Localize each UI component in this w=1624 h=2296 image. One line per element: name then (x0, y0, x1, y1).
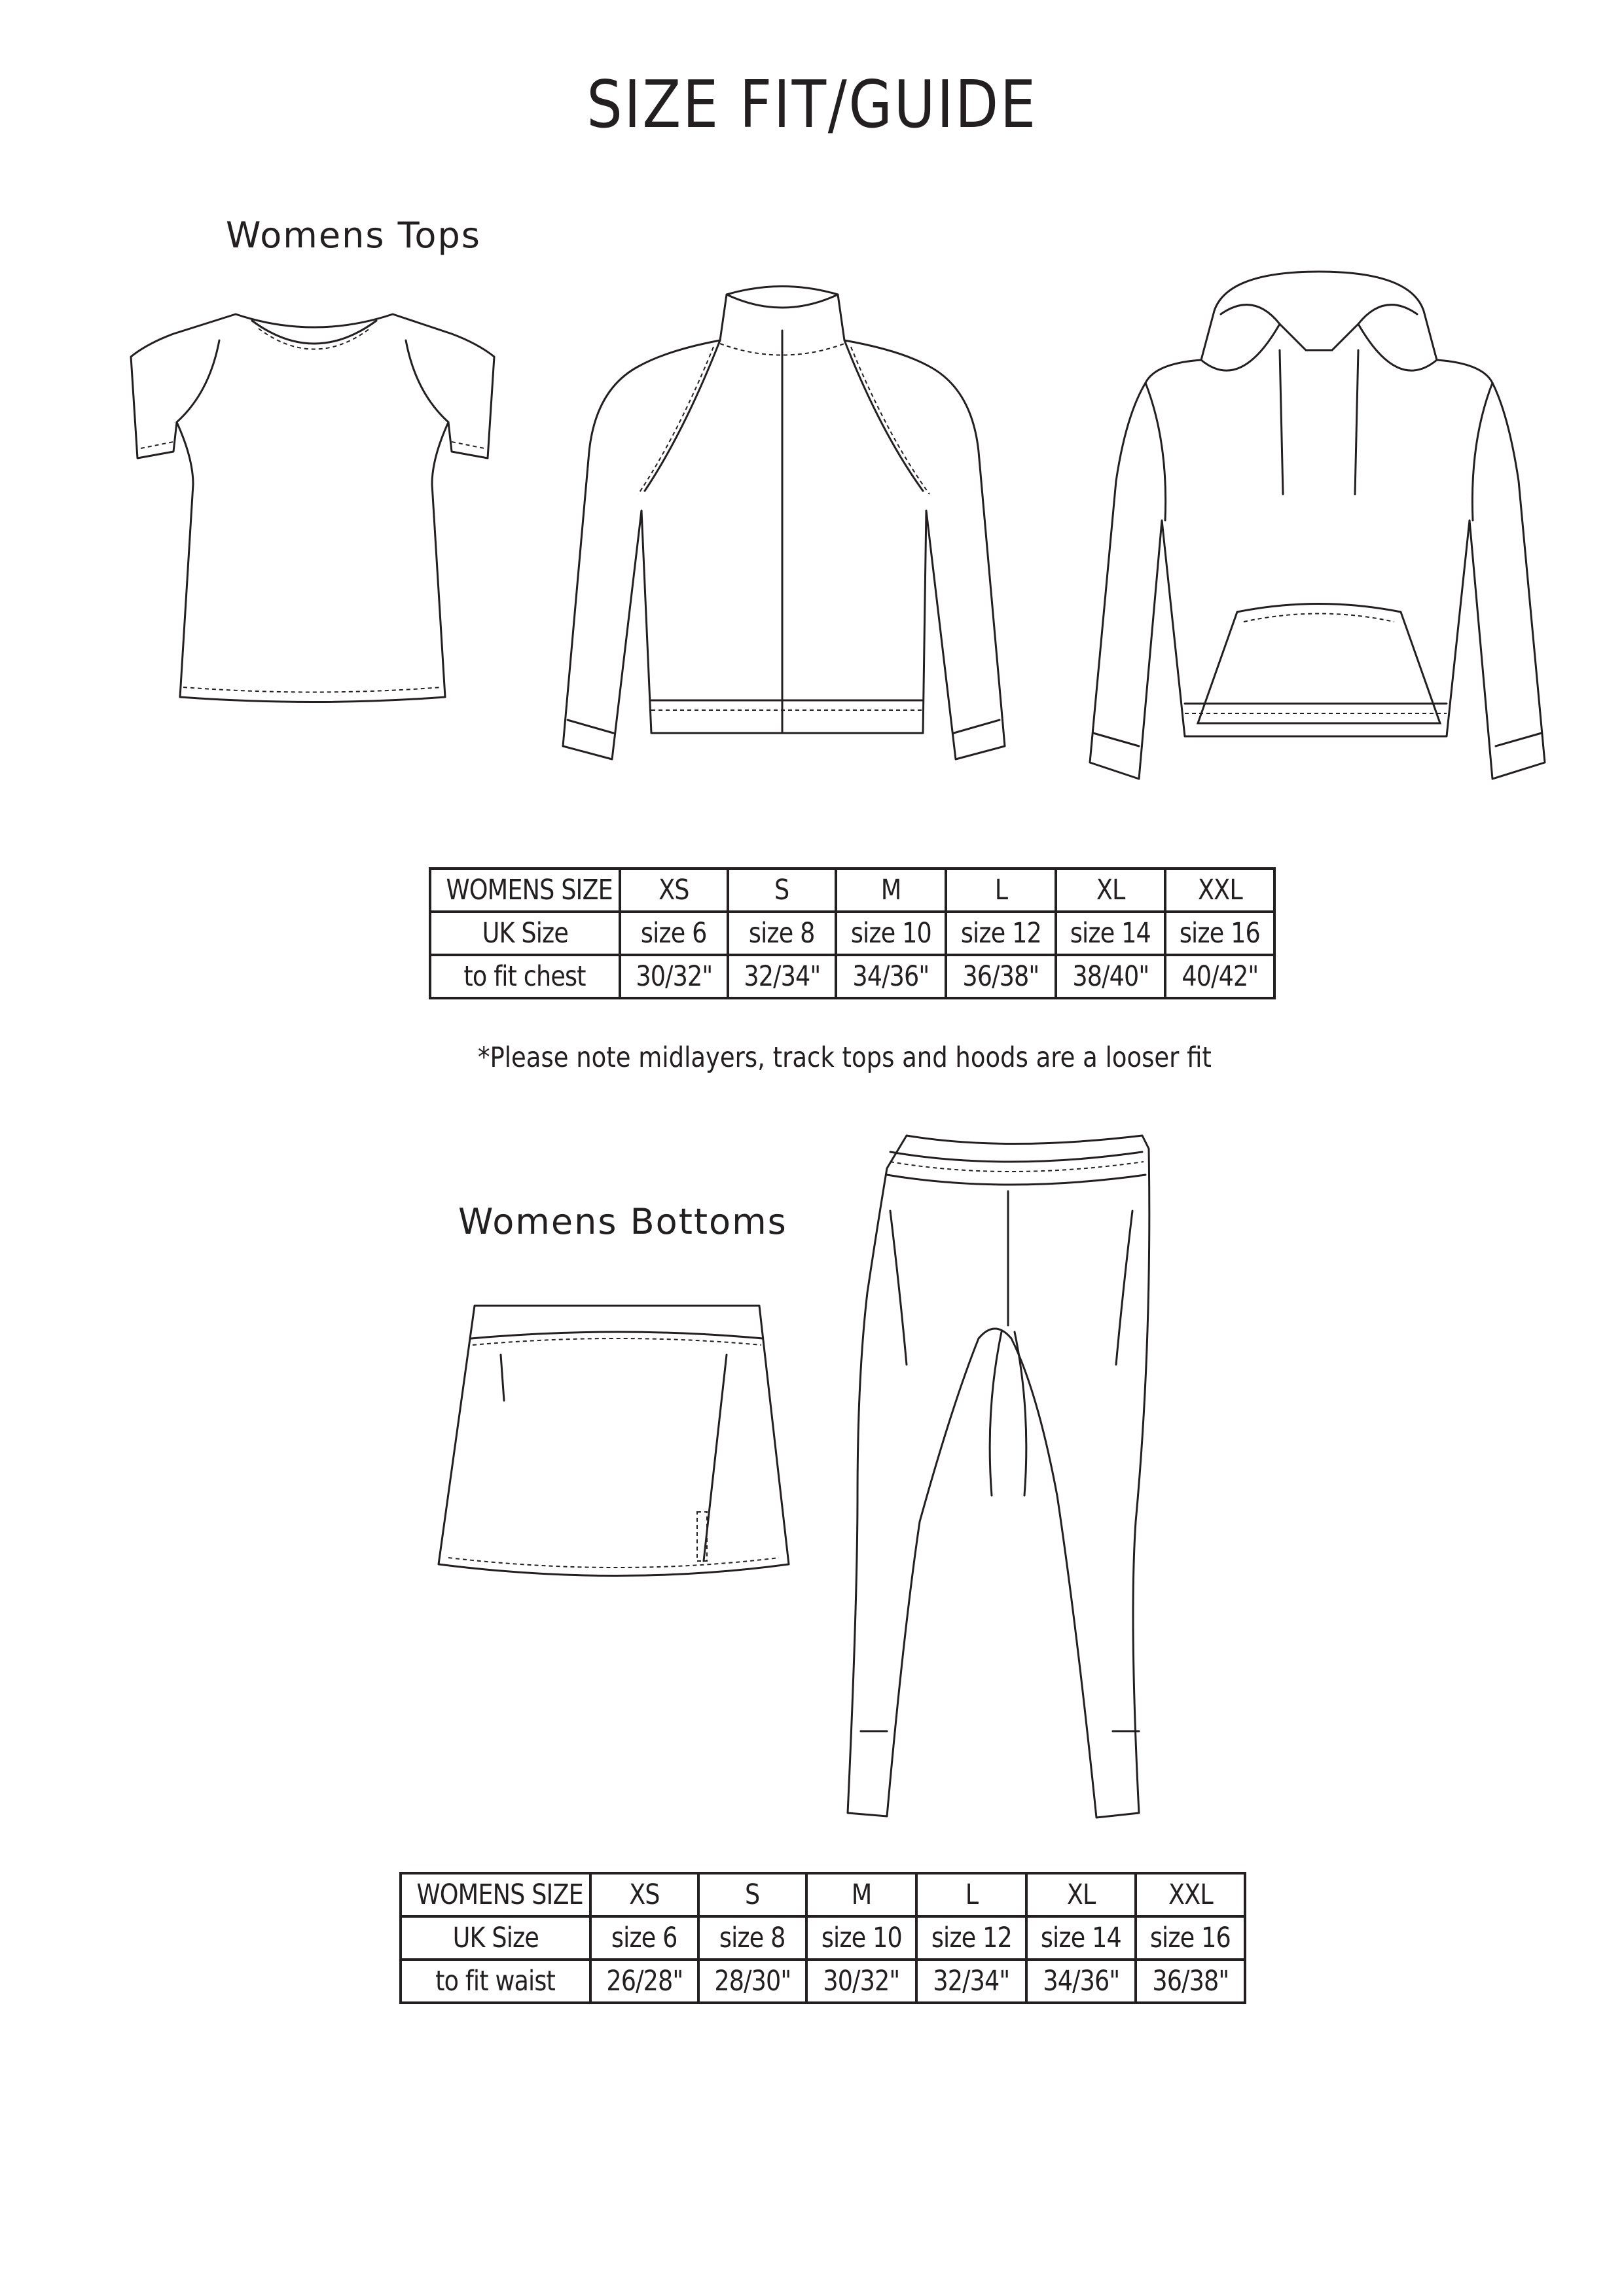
table-cell: to fit chest (430, 955, 620, 998)
header-cell: XXL (1165, 869, 1274, 912)
fit-note: *Please note midlayers, track tops and hoods are a looser fit (477, 1041, 1212, 1074)
tops-chest-row (430, 955, 1274, 998)
header-cell: S (698, 1873, 806, 1916)
table-cell: UK Size (430, 912, 620, 955)
bottoms-uk-size-row (401, 1916, 1245, 1960)
header-cell: XS (590, 1873, 698, 1916)
header-cell: S (728, 869, 836, 912)
leggings-illustration (841, 1129, 1162, 1833)
table-cell: to fit waist (401, 1960, 590, 2003)
table-cell: 26/28" (590, 1960, 698, 2003)
header-cell: L (946, 869, 1056, 912)
skirt-illustration (435, 1299, 802, 1600)
tops-uk-size-row (430, 912, 1274, 955)
header-cell: WOMENS SIZE (401, 1873, 590, 1916)
tshirt-illustration (124, 308, 504, 713)
header-cell: XL (1056, 869, 1165, 912)
table-cell: 30/32" (806, 1960, 916, 2003)
tops-header-row (430, 869, 1274, 912)
table-cell: 30/32" (620, 955, 728, 998)
table-cell: size 14 (1026, 1916, 1136, 1960)
header-cell: XL (1026, 1873, 1136, 1916)
bottoms-header-row (401, 1873, 1245, 1916)
table-cell: 32/34" (916, 1960, 1026, 2003)
table-cell: 38/40" (1056, 955, 1165, 998)
table-cell: size 8 (728, 912, 836, 955)
header-cell: WOMENS SIZE (430, 869, 620, 912)
table-cell: 34/36" (836, 955, 946, 998)
tops-size-table (429, 867, 1276, 999)
table-cell: 34/36" (1026, 1960, 1136, 2003)
table-cell: 36/38" (1136, 1960, 1245, 2003)
table-cell: size 6 (590, 1916, 698, 1960)
table-cell: size 16 (1136, 1916, 1245, 1960)
track-jacket-illustration (553, 281, 1011, 779)
table-cell: size 12 (916, 1916, 1026, 1960)
bottoms-waist-row (401, 1960, 1245, 2003)
table-cell: 28/30" (698, 1960, 806, 2003)
table-cell: size 6 (620, 912, 728, 955)
header-cell: M (836, 869, 946, 912)
table-cell: size 10 (836, 912, 946, 955)
table-cell: size 16 (1165, 912, 1274, 955)
table-cell: 40/42" (1165, 955, 1274, 998)
table-cell: UK Size (401, 1916, 590, 1960)
table-cell: size 14 (1056, 912, 1165, 955)
table-cell: 32/34" (728, 955, 836, 998)
table-cell: size 10 (806, 1916, 916, 1960)
table-cell: 36/38" (946, 955, 1056, 998)
hoodie-illustration (1083, 265, 1555, 802)
header-cell: M (806, 1873, 916, 1916)
table-cell: size 8 (698, 1916, 806, 1960)
table-cell: size 12 (946, 912, 1056, 955)
header-cell: XS (620, 869, 728, 912)
header-cell: L (916, 1873, 1026, 1916)
header-cell: XXL (1136, 1873, 1245, 1916)
page-title: SIZE FIT/GUIDE (586, 66, 1038, 143)
bottoms-size-table (399, 1872, 1246, 2004)
womens-bottoms-heading: Womens Bottoms (458, 1201, 787, 1242)
womens-tops-heading: Womens Tops (226, 215, 481, 256)
